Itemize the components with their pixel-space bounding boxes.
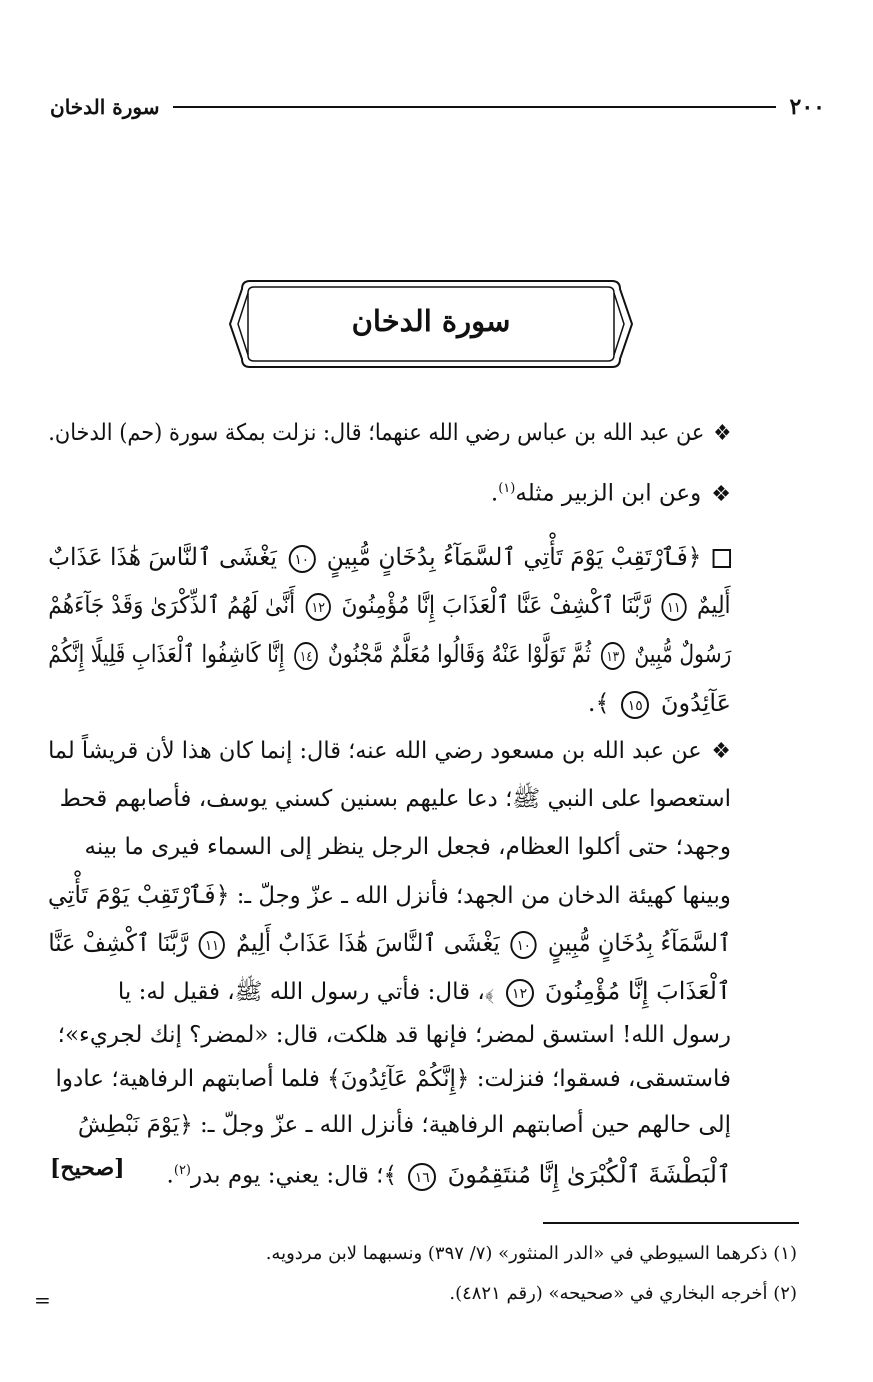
- surah-title-frame: [228, 277, 634, 371]
- footnote-ref: (٢): [173, 1163, 191, 1178]
- verse-line-2: أَلِيمٌ ١١ رَّبَّنَا ٱكْشِفْ عَنَّا ٱلْعَذَابَ إِنَّا مُؤْمِنُونَ ١٢ أَنَّىٰ لَهُمُ ٱلذِّكْرَىٰ وَقَدْ جَآءَهُمْ: [48, 591, 731, 619]
- ayah-number: ١٢: [506, 979, 534, 1007]
- header-rule: [173, 106, 775, 108]
- footnote-1: (١) ذكرهما السيوطي في «الدر المنثور» (٧/ ٣٩٧) ونسبهما لابن مردويه.: [265, 1243, 797, 1264]
- hadith-line-2: استعصوا على النبي ﷺ؛ دعا عليهم بسنين كسني يوسف، فأصابهم قحط: [59, 786, 731, 812]
- ayah-number: ١٤: [294, 642, 318, 670]
- running-header-title: سورة الدخان: [50, 95, 160, 119]
- verse-line-3: رَسُولٌ مُّبِينٌ ١٣ ثُمَّ تَوَلَّوْا عَنْهُ وَقَالُوا مُعَلَّمٌ مَّجْنُونٌ ١٤ إِنَّا كَاشِفُوا ٱلْعَذَابِ قَلِيلًا إِنَّكُمْ: [47, 640, 731, 668]
- footnote-rule: [543, 1222, 799, 1224]
- ayah-number: ١٥: [621, 691, 649, 719]
- hadith-line-9: إلى حالهم حين أصابتهم الرفاهية؛ فأنزل الله ـ عزّ وجلّ ـ: ﴿يَوْمَ نَبْطِشُ: [77, 1112, 731, 1138]
- hadith-line-10: ٱلْبَطْشَةَ ٱلْكُبْرَىٰ إِنَّا مُنتَقِمُونَ ١٦ ﴾؛ قال: يعني: يوم بدر$^{(٢)}$.: [166, 1160, 731, 1189]
- running-header: [50, 92, 825, 122]
- square-marker-icon: [713, 549, 731, 568]
- hadith-line-7: رسول الله! استسق لمضر؛ فإنها قد هلكت، قال: «لمضر؟ إنك لجريء»؛: [57, 1022, 731, 1048]
- intro-line-2: ❖وعن ابن الزبير مثله$^{(١)}$.: [490, 480, 731, 507]
- footnote-2: (٢) أخرجه البخاري في «صحيحه» (رقم ٤٨٢١).: [449, 1283, 797, 1304]
- page-number: ٢٠٠: [789, 94, 825, 120]
- hadith-line-3: وجهد؛ حتى أكلوا العظام، فجعل الرجل ينظر إلى السماء فيرى ما بينه: [84, 834, 731, 860]
- ayah-number: ١١: [199, 931, 225, 959]
- ayah-number: ١١: [662, 593, 687, 621]
- verse-line-1: ﴿فَٱرْتَقِبْ يَوْمَ تَأْتِي ٱلسَّمَآءُ بِدُخَانٍ مُّبِينٍ ١٠ يَغْشَى ٱلنَّاسَ هَٰذَا عَذَابٌ: [48, 537, 731, 577]
- hadith-line-1: ❖عن عبد الله بن مسعود رضي الله عنه؛ قال: إنما كان هذا لأن قريشاً لما: [48, 738, 731, 764]
- ayah-number: ١٠: [510, 931, 536, 959]
- hadith-line-8: فاستسقى، فسقوا؛ فنزلت: ﴿إِنَّكُمْ عَآئِدُونَ﴾ فلما أصابتهم الرفاهية؛ عادوا: [55, 1066, 731, 1092]
- hadith-line-6: ٱلْعَذَابَ إِنَّا مُؤْمِنُونَ ١٢ ﴾، قال: فأتي رسول الله ﷺ، فقيل له: يا: [117, 977, 731, 1005]
- bullet-icon: ❖: [713, 421, 731, 446]
- surah-title: سورة الدخان: [351, 304, 511, 338]
- footnote-ref: (١): [498, 481, 516, 496]
- hadith-line-4: وبينها كهيئة الدخان من الجهد؛ فأنزل الله ـ عزّ وجلّ ـ: ﴿فَٱرْتَقِبْ يَوْمَ تَأْتِي: [48, 881, 731, 909]
- bullet-icon: ❖: [711, 739, 731, 764]
- bullet-icon: ❖: [711, 481, 731, 507]
- continuation-mark: =: [34, 1288, 51, 1312]
- ayah-number: ١٣: [601, 642, 625, 670]
- ayah-number: ١٠: [288, 545, 315, 573]
- intro-line-1: ❖عن عبد الله بن عباس رضي الله عنهما؛ قال: نزلت بمكة سورة (حم) الدخان.: [47, 420, 731, 446]
- hadith-line-5: ٱلسَّمَآءُ بِدُخَانٍ مُّبِينٍ ١٠ يَغْشَى ٱلنَّاسَ هَٰذَا عَذَابٌ أَلِيمٌ ١١ رَّبَّنَا ٱكْشِفْ عَنَّا: [48, 929, 731, 957]
- hadith-grade: [صحيح]: [50, 1155, 125, 1181]
- verse-line-4: عَآئِدُونَ ١٥ ﴾.: [587, 689, 731, 717]
- ayah-number: ١٢: [306, 593, 331, 621]
- ayah-number: ١٦: [408, 1163, 436, 1191]
